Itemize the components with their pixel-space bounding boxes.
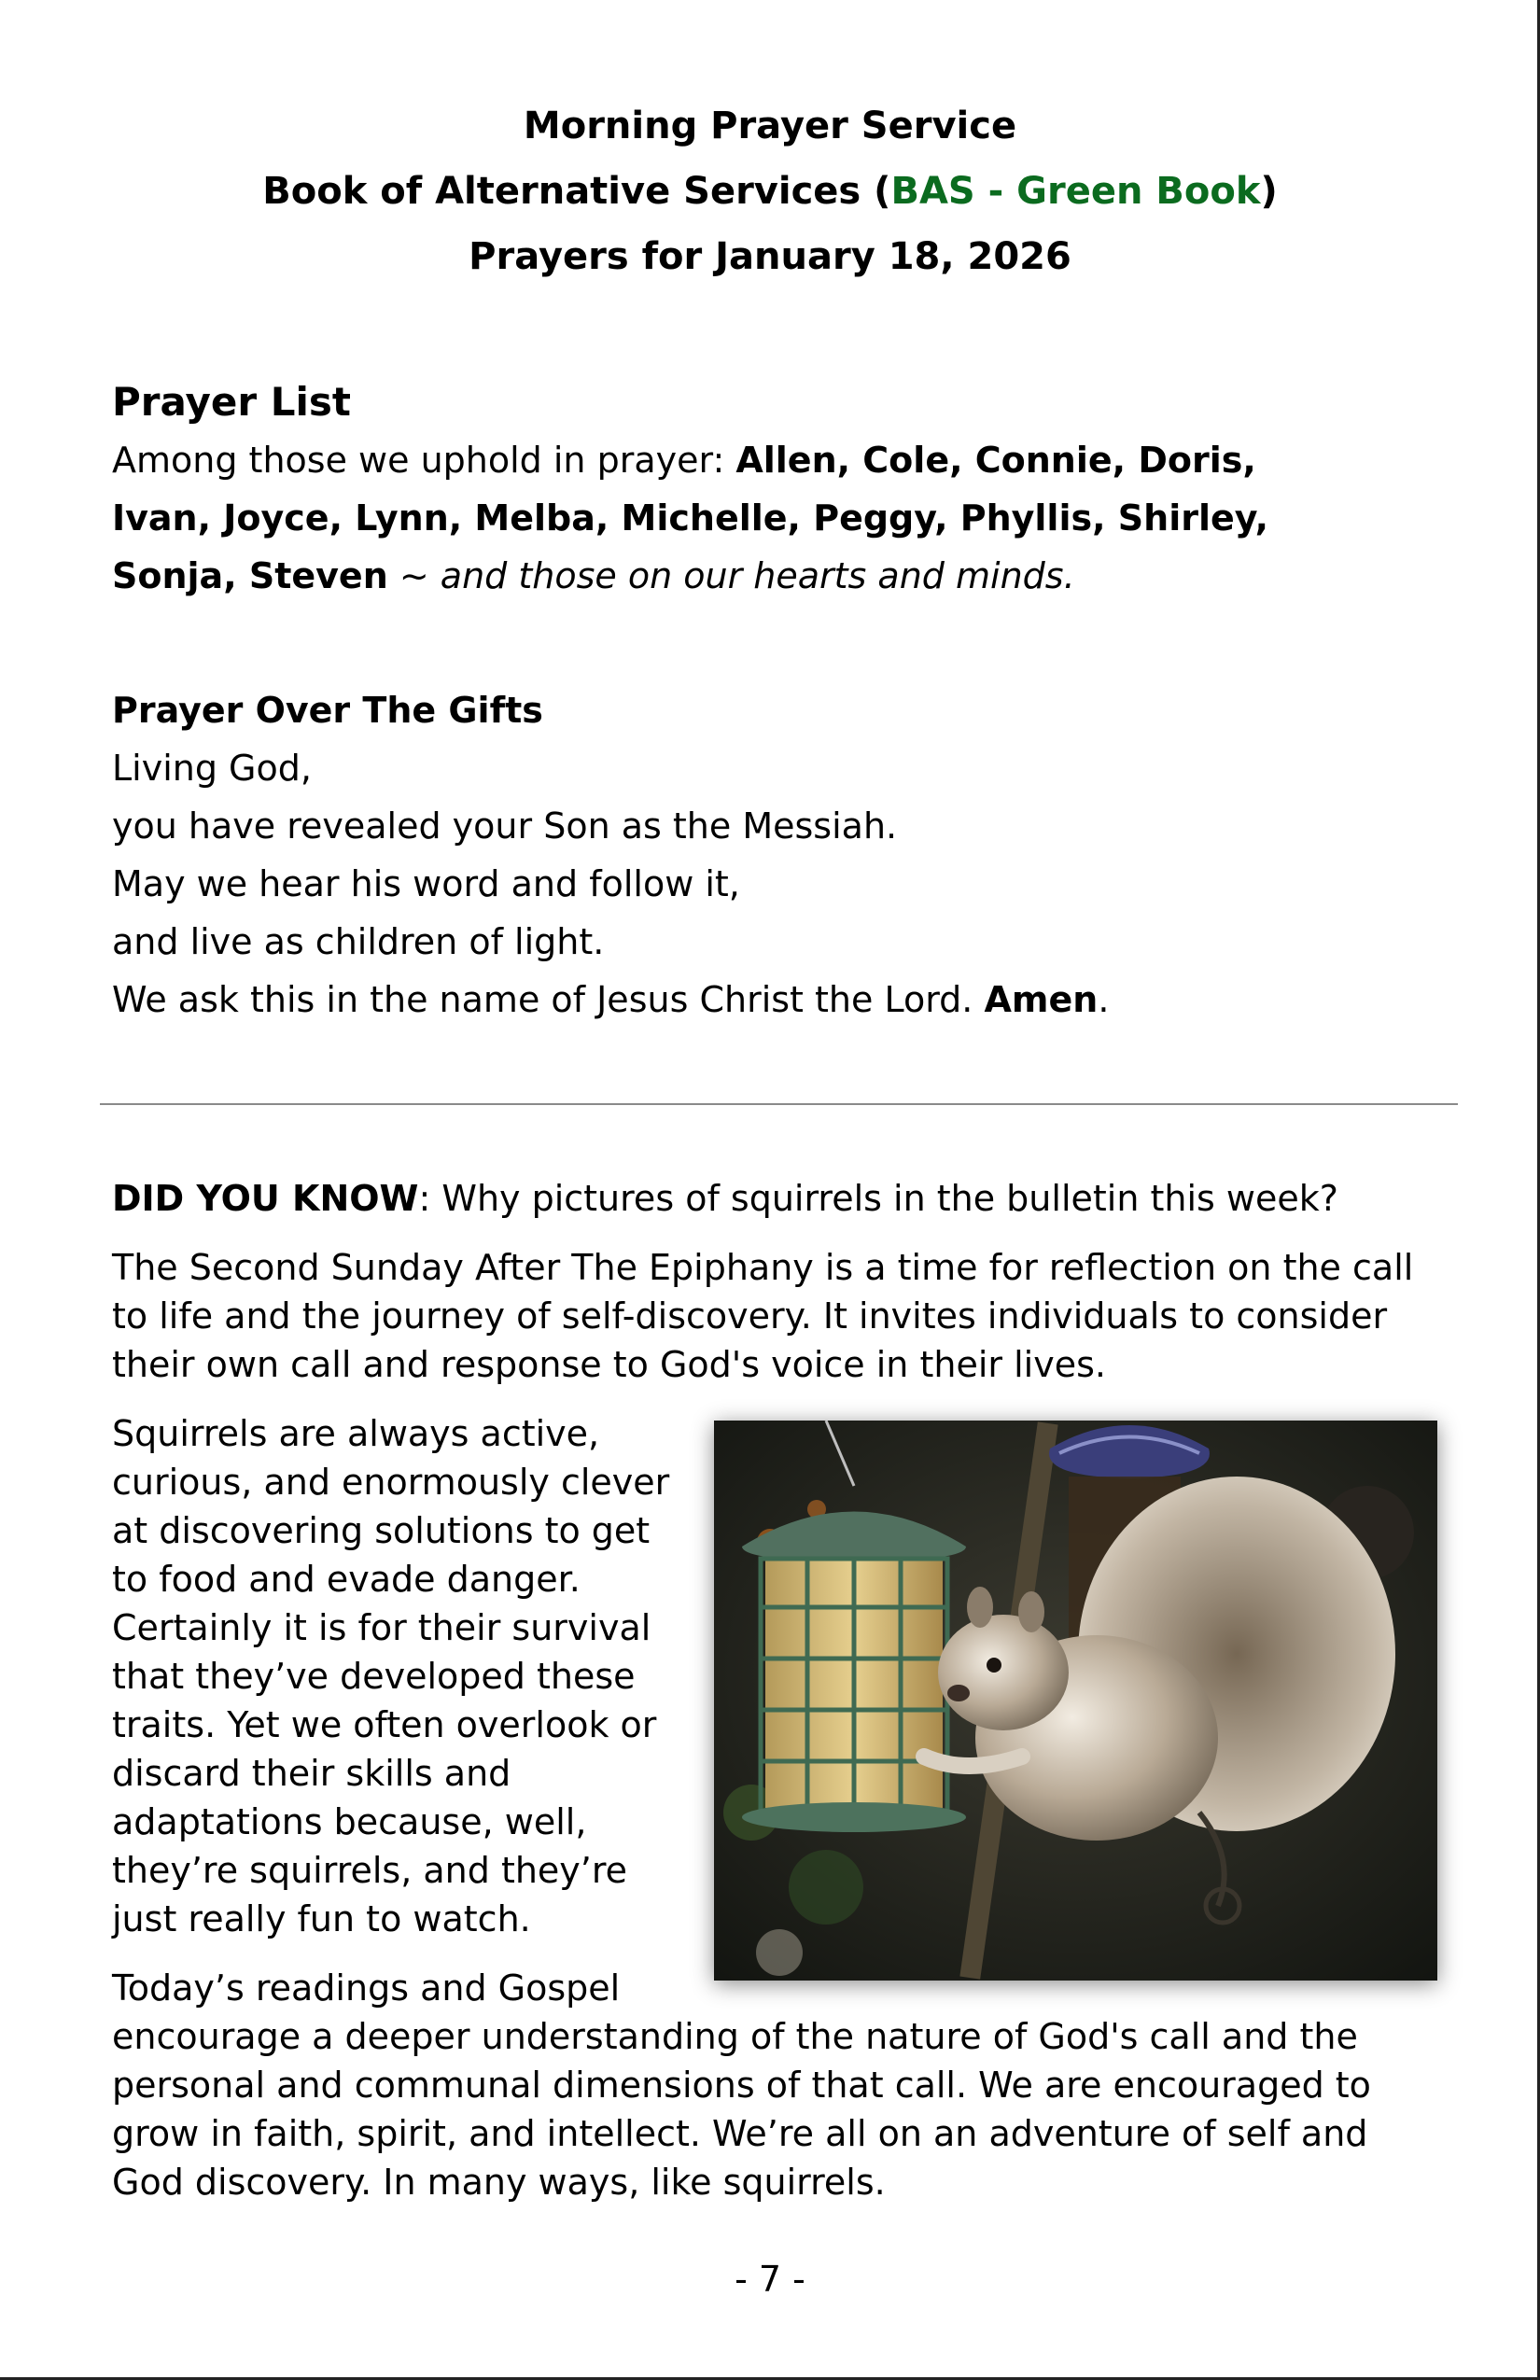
prayer-list-line-1 bbox=[112, 431, 1437, 489]
gifts-line: Living God, bbox=[112, 748, 312, 789]
prayers-date: Prayers for January 18, 2026 bbox=[469, 235, 1071, 278]
gifts-last-line bbox=[112, 971, 1437, 1029]
prayer-list-closing: ~ and those on our hearts and minds. bbox=[399, 555, 1075, 596]
book-title-pre: Book of Alternative Services ( bbox=[262, 170, 891, 213]
gifts-line: and live as children of light. bbox=[112, 921, 605, 962]
squirrel-feeder-illustration bbox=[714, 1421, 1437, 1981]
prayer-names-1: Allen, Cole, Connie, Doris, bbox=[735, 440, 1256, 481]
squirrel-photo bbox=[714, 1421, 1437, 1981]
did-you-know-section bbox=[112, 1174, 1437, 2227]
dyk-para-3-text: Today’s readings and Gospel encourage a deeper understanding of the nature of God's call and the personal and communal dimensions of that call. We are encouraged to grow in faith, spirit, and intellect. We’re all on an adventure of self and God discovery. In many ways, like squirrels. bbox=[112, 1967, 1371, 2203]
prayer-names-3: Sonja, Steven bbox=[112, 555, 388, 596]
prayer-names-2: Ivan, Joyce, Lynn, Melba, Michelle, Peggy, Phyllis, Shirley, bbox=[112, 497, 1269, 539]
did-you-know-heading bbox=[112, 1174, 1437, 1223]
gifts-line: May we hear his word and follow it, bbox=[112, 863, 740, 904]
amen: Amen bbox=[984, 979, 1099, 1020]
gifts-title: Prayer Over The Gifts bbox=[112, 690, 543, 731]
dyk-paragraph-1 bbox=[112, 1243, 1437, 1389]
page-number: - 7 - bbox=[735, 2259, 805, 2300]
dyk-paragraph-3 bbox=[112, 1964, 1437, 2206]
prayer-list-section bbox=[112, 373, 1437, 605]
did-you-know-question: : Why pictures of squirrels in the bulletin this week? bbox=[418, 1178, 1338, 1219]
amen-punct: . bbox=[1098, 979, 1110, 1020]
bas-green-book-label: BAS - Green Book bbox=[890, 170, 1261, 213]
prayer-list-title: Prayer List bbox=[112, 379, 351, 425]
book-title bbox=[0, 159, 1540, 224]
dyk-para-2-text: Squirrels are always active, curious, and enormously clever at discovering solutions to get to food and evade danger. Certainly it is for their survival that they’ve developed these traits. Yet we often overlook or discard their skills and adaptations because, well, they’re squirrels, and they’re just really fun to watch. bbox=[112, 1413, 670, 1939]
dyk-para-1-text: The Second Sunday After The Epiphany is a time for reflection on the call to life and the journey of self-discovery. It invites individuals to consider their own call and response to God's voice in their lives. bbox=[112, 1247, 1414, 1385]
prayer-over-gifts-section bbox=[112, 681, 1437, 1029]
prayer-list-line-3 bbox=[112, 547, 1437, 605]
section-divider bbox=[100, 1103, 1458, 1105]
service-title: Morning Prayer Service bbox=[523, 105, 1017, 147]
book-title-post: ) bbox=[1260, 170, 1278, 213]
did-you-know-label: DID YOU KNOW bbox=[112, 1178, 419, 1219]
page-header bbox=[0, 93, 1540, 289]
gifts-line: We ask this in the name of Jesus Christ the Lord. bbox=[112, 979, 973, 1020]
prayer-list-intro: Among those we uphold in prayer: bbox=[112, 440, 725, 481]
gifts-line: you have revealed your Son as the Messiah. bbox=[112, 805, 898, 847]
